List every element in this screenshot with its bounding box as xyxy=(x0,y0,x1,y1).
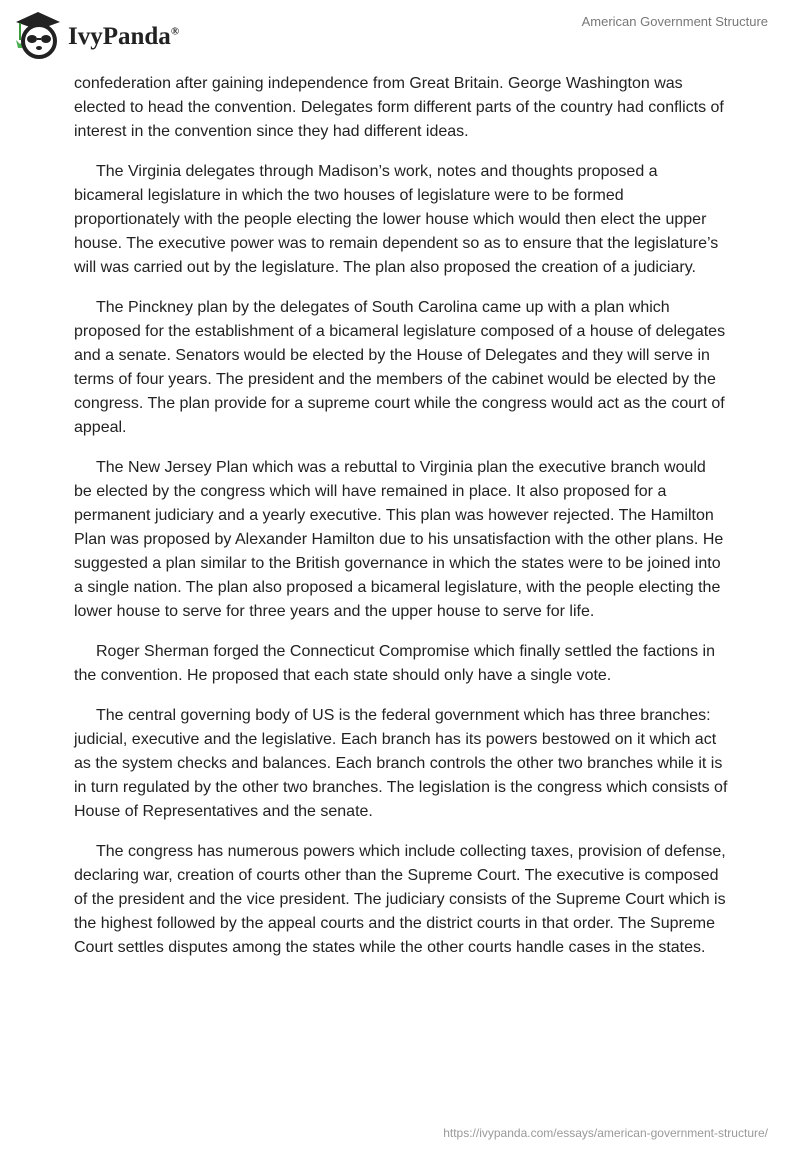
paragraph: The congress has numerous powers which include collecting taxes, provision of defense, declaring war, creation of courts other than the Supreme Court. The executive is composed of the president and the vice president. The judiciary consists of the Supreme Court which is the highest followed by the appeal courts and the district courts in that order. The Supreme Court settles disputes among the states while the other courts handle cases in the states. xyxy=(74,843,726,956)
ivypanda-logo[interactable] xyxy=(12,8,179,60)
paragraph: The Virginia delegates through Madison’s work, notes and thoughts proposed a bicameral legislature in which the two houses of legislature were to be formed proportionately with the people electing the lower house which would then elect the upper house. The executive power was to remain dependent so as to ensure that the legislature’s will was carried out by the legislature. The plan also proposed the creation of a judiciary. xyxy=(74,163,719,276)
paragraph: The New Jersey Plan which was a rebuttal to Virginia plan the executive branch would be elected by the congress which will have remained in place. It also proposed for a permanent judiciary and a yearly executive. This plan was however rejected. The Hamilton Plan was proposed by Alexander Hamilton due to his unsatisfaction with the other plans. He suggested a plan similar to the British governance in which the states were to be joined into a single nation. The plan also proposed a bicameral legislature, with the people electing the lower house to serve for three years and the upper house to serve for life. xyxy=(74,459,724,620)
paragraph: The central governing body of US is the federal government which has three branches: judicial, executive and the legislative. Each branch has its powers bestowed on it which act as the system checks and balances. Each branch controls the other two branches while it is in turn regulated by the other two branches. The legislation is the congress which consists of House of Representatives and the senate. xyxy=(74,707,728,820)
panda-logo-icon xyxy=(12,8,64,60)
essay-body xyxy=(74,72,728,976)
paragraph: Roger Sherman forged the Connecticut Compromise which finally settled the factions in the convention. He proposed that each state should only have a single vote. xyxy=(74,643,715,684)
logo-text: IvyPanda® xyxy=(68,23,180,50)
source-url-link[interactable]: https://ivypanda.com/essays/american-government-structure/ xyxy=(443,1126,768,1140)
paragraph: confederation after gaining independence from Great Britain. George Washington was elected to head the convention. Delegates form different parts of the country had conflicts of interest in the convention since they had different ideas. xyxy=(74,75,724,140)
paragraph: The Pinckney plan by the delegates of South Carolina came up with a plan which proposed for the establishment of a bicameral legislature composed of a house of delegates and a senate. Senators would be elected by the House of Delegates and they will serve in terms of four years. The president and the members of the cabinet would be elected by the congress. The plan provide for a supreme court while the congress would act as the court of appeal. xyxy=(74,299,726,436)
document-title: American Government Structure xyxy=(581,14,768,29)
